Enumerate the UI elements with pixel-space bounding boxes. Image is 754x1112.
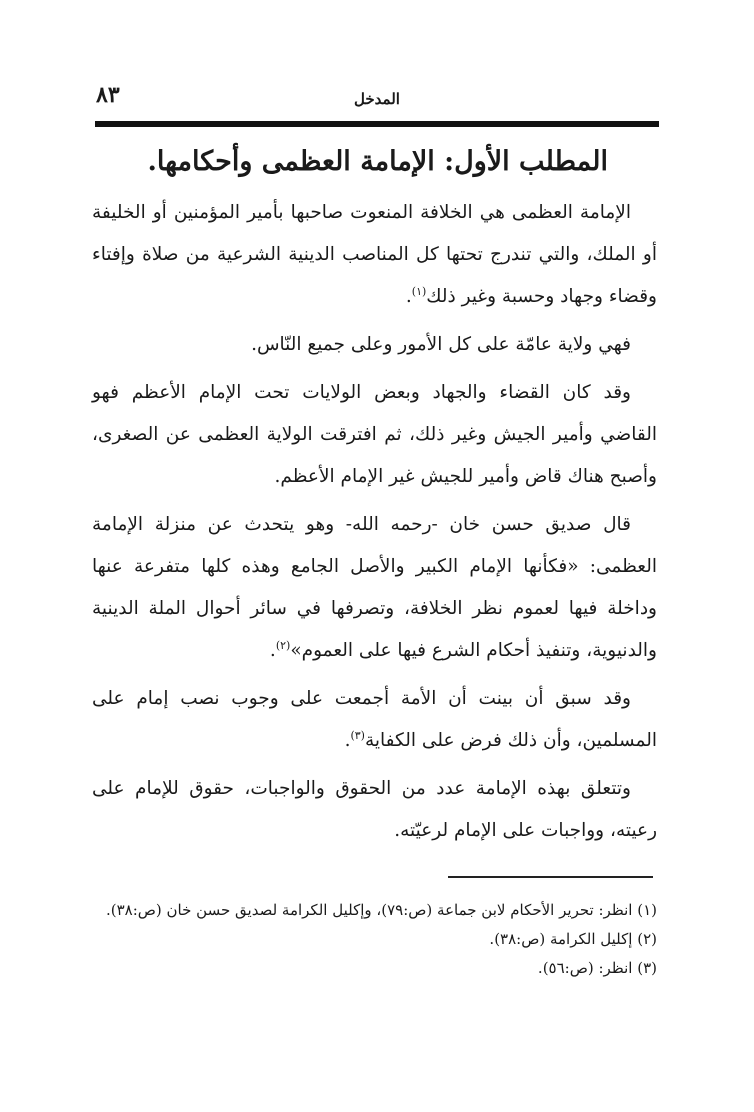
paragraph bbox=[92, 504, 657, 672]
footnote: (١) انظر: تحرير الأحكام لابن جماعة (ص:٧٩)، وإكليل الكرامة لصديق حسن خان (ص:٣٨). bbox=[105, 901, 657, 919]
paragraph-text: الإمامة العظمى هي الخلافة المنعوت صاحبها بأمير المؤمنين أو الخليفة أو الملك، والتي تندرج تحتها كل المناصب الدينية الشرعية من صلاة وإفتاء وقضاء وجهاد وحسبة وغير ذلك bbox=[92, 202, 657, 307]
paragraph-text: فهي ولاية عامّة على كل الأمور وعلى جميع النّاس. bbox=[251, 334, 631, 355]
footnote-rule bbox=[448, 876, 653, 878]
paragraph-end: . bbox=[405, 286, 412, 307]
paragraph bbox=[92, 372, 657, 498]
page-number: ٨٣ bbox=[96, 82, 120, 108]
paragraph-text: وقد سبق أن بينت أن الأمة أجمعت على وجوب نصب إمام على المسلمين، وأن ذلك فرض على الكفاية bbox=[92, 688, 657, 751]
paragraph-end: . bbox=[269, 640, 276, 661]
body-text bbox=[92, 192, 657, 858]
paragraph bbox=[92, 678, 657, 762]
footnote: (٢) إكليل الكرامة (ص:٣٨). bbox=[489, 930, 657, 948]
paragraph bbox=[92, 768, 657, 852]
footnotes bbox=[92, 896, 657, 983]
footnote-ref: (٢) bbox=[275, 639, 291, 652]
footnote-ref: (٣) bbox=[350, 729, 365, 742]
footnote-ref: (١) bbox=[411, 285, 427, 298]
paragraph-text: وقد كان القضاء والجهاد وبعض الولايات تحت الإمام الأعظم فهو القاضي وأمير الجيش وغير ذلك، ثم افترقت الولاية العظمى عن الصغرى، وأصبح هناك قاض وأمير للجيش غير الإمام الأعظم. bbox=[92, 382, 657, 487]
paragraph-end: . bbox=[344, 730, 351, 751]
section-heading: المطلب الأول: الإمامة العظمى وأحكامها. bbox=[147, 146, 608, 177]
footnote: (٣) انظر: (ص:٥٦). bbox=[537, 959, 657, 977]
paragraph-text: قال صديق حسن خان -رحمه الله- وهو يتحدث عن منزلة الإمامة العظمى: «فكأنها الإمام الكبير والأصل الجامع وهذه كلها متفرعة عنها وداخلة فيها لعموم نظر الخلافة، وتصرفها في سائر أحوال الملة الدينية والدنيوية، وتنفيذ أحكام الشرع فيها على العموم» bbox=[92, 514, 657, 661]
running-header-title: المدخل bbox=[354, 90, 400, 108]
header-rule bbox=[95, 121, 659, 127]
paragraph bbox=[92, 192, 657, 318]
paragraph bbox=[92, 324, 657, 366]
paragraph-text: وتتعلق بهذه الإمامة عدد من الحقوق والواجبات، حقوق للإمام على رعيته، وواجبات على الإمام لرعيّته. bbox=[92, 778, 657, 841]
